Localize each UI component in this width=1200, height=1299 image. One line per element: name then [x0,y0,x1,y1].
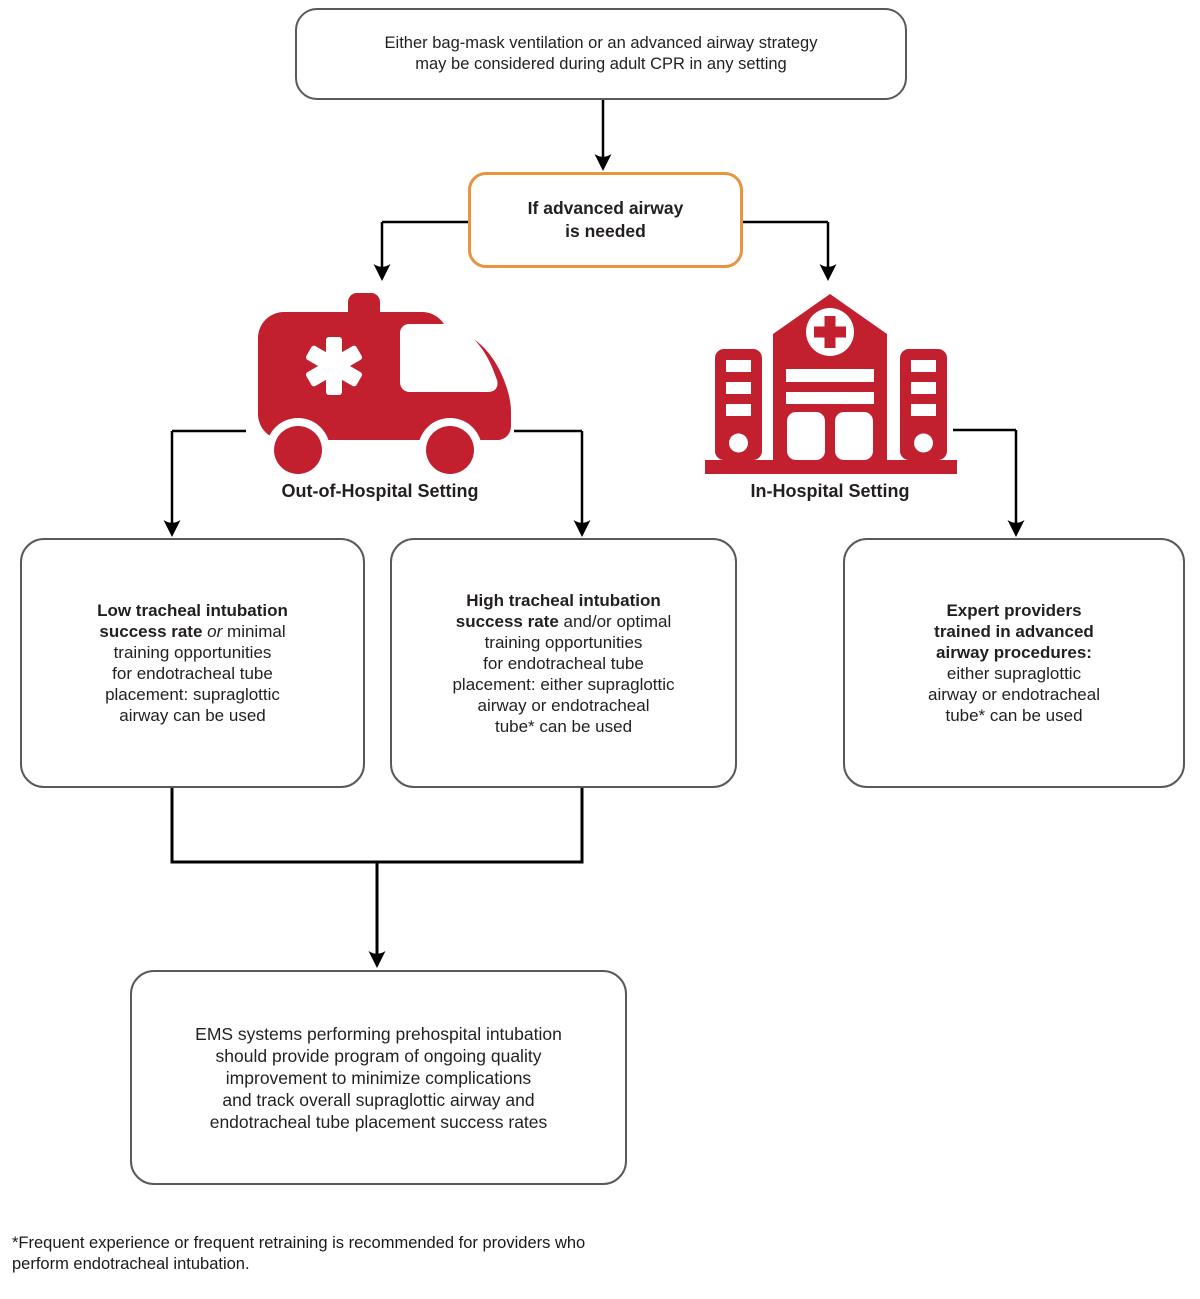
low-success-line-1: Low tracheal intubation [97,601,288,620]
high-success-line-2: success rate and/or optimal [455,611,672,631]
footnote-line-1: *Frequent experience or frequent retraining is recommended for providers who [12,1234,586,1252]
ems-line-1: EMS systems performing prehospital intubation [195,1023,562,1044]
low-success-line-2: success rate or minimal [99,622,286,641]
ambulance-icon [250,290,518,485]
outcome-box-expert-providers [843,538,1185,788]
in-hospital-label: In-Hospital Setting [750,481,910,501]
decision-line-1: If advanced airway [527,198,684,218]
in-hospital-branch [705,292,957,478]
high-success-line-3: training opportunities [484,632,643,652]
ems-quality-box [130,970,627,1185]
high-success-line-7: tube* can be used [494,716,633,736]
expert-line-5: airway or endotracheal [928,685,1100,704]
ems-line-4: and track overall supraglottic airway and [222,1089,535,1110]
title-line-2: may be considered during adult CPR in any setting [415,55,787,73]
expert-line-1: Expert providers [946,601,1082,620]
title-line-1: Either bag-mask ventilation or an advanced airway strategy [384,34,818,52]
low-success-line-6: airway can be used [119,706,266,725]
low-success-line-5: placement: supraglottic [105,685,280,704]
low-success-line-4: for endotracheal tube [112,664,273,683]
expert-line-6: tube* can be used [945,706,1083,725]
high-success-line-1: High tracheal intubation [466,590,661,610]
decision-box [468,172,743,268]
outcome-box-low-success [20,538,365,788]
high-success-line-6: airway or endotracheal [477,695,650,715]
hospital-icon [705,292,957,478]
decision-line-2: is needed [565,221,646,241]
ems-line-2: should provide program of ongoing quality [215,1045,542,1066]
expert-line-2: trained in advanced [934,622,1094,641]
footnote [12,1233,585,1275]
out-of-hospital-branch [250,290,518,485]
out-of-hospital-label: Out-of-Hospital Setting [281,481,479,501]
expert-line-3: airway procedures: [936,643,1092,662]
low-success-line-3: training opportunities [113,643,272,662]
outcome-box-high-success [390,538,737,788]
footnote-line-2: perform endotracheal intubation. [12,1255,250,1273]
expert-line-4: either supraglottic [946,664,1082,683]
ems-line-3: improvement to minimize complications [225,1067,532,1088]
title-box [295,8,907,100]
ems-line-5: endotracheal tube placement success rates [209,1111,548,1132]
high-success-line-4: for endotracheal tube [483,653,644,673]
high-success-line-5: placement: either supraglottic [452,674,675,694]
